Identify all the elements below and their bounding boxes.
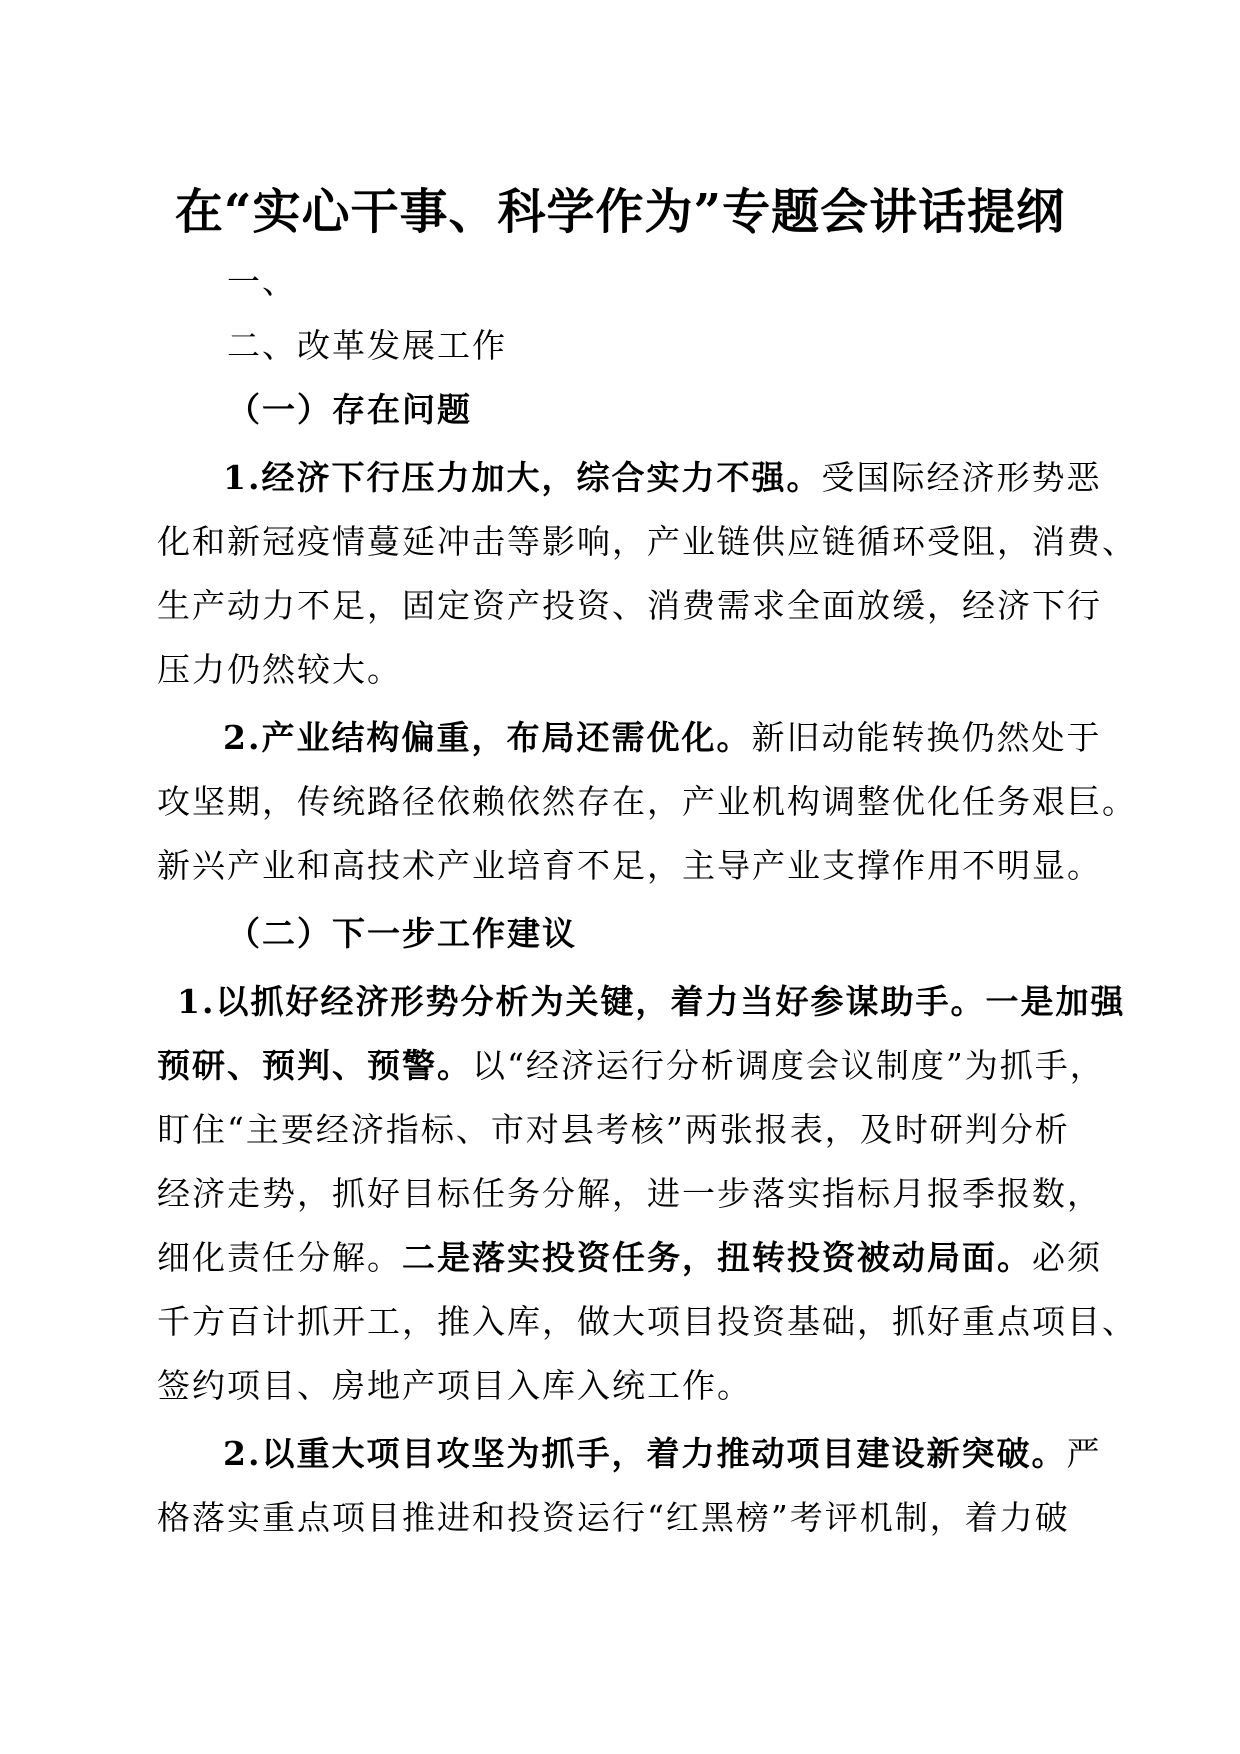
paragraph-4-text: 严 [1066,1434,1102,1473]
paragraph-3-text-5a: 细化责任分解。 [157,1238,402,1277]
paragraph-3-line-6: 千方百计抓开工，推入库，做大项目投资基础，抓好重点项目、 [157,1302,1137,1341]
paragraph-3-line-5 [157,1226,1102,1290]
subsection-heading-problems [157,378,1097,442]
document-title: 在“实心干事、科学作为”专题会讲话提纲 [174,184,1066,240]
section-heading-2: 二、改革发展工作 [227,326,507,365]
paragraph-3-text-5c: 必须 [1032,1238,1102,1277]
paragraph-1-lead: 1.经济下行压力加大，综合实力不强。 [223,458,822,497]
section-heading-1: 一、 [227,262,297,301]
paragraph-4-lead: 2.以重大项目攻坚为抓手，着力推动项目建设新突破。 [223,1434,1067,1473]
paragraph-2-line-3: 新兴产业和高技术产业培育不足，主导产业支撑作用不明显。 [157,846,1102,885]
paragraph-2-lead: 2.产业结构偏重，布局还需优化。 [223,718,752,757]
paragraph-3-line-2 [157,1034,1105,1098]
paragraph-2-line-2: 攻坚期，传统路径依赖依然存在，产业机构调整优化任务艰巨。 [157,782,1137,821]
paragraph-3-line-7: 签约项目、房地产项目入库入统工作。 [157,1366,752,1405]
paragraph-3-line-3: 盯住“主要经济指标、市对县考核”两张报表，及时研判分析 [157,1110,1070,1149]
paragraph-3-lead-2: 预研、预判、预警。 [157,1046,472,1085]
paragraph-3-lead: 1.以抓好经济形势分析为关键，着力当好参谋助手。一是加强 [177,982,1126,1021]
paragraph-3-text-2: 以“经济运行分析调度会议制度”为抓手， [472,1046,1105,1085]
paragraph-4-line-2: 格落实重点项目推进和投资运行“红黑榜”考评机制，着力破 [157,1498,1070,1537]
paragraph-1-line-2: 化和新冠疫情蔓延冲击等影响，产业链供应链循环受阻，消费、 [157,522,1137,561]
document-body [157,250,1137,1550]
paragraph-2-text: 新旧动能转换仍然处于 [751,718,1102,757]
paragraph-2-line-1 [157,706,1102,770]
paragraph-4-line-1 [157,1422,1102,1486]
paragraph-1-line-4: 压力仍然较大。 [157,650,402,689]
paragraph-1-line-3: 生产动力不足，固定资产投资、消费需求全面放缓，经济下行 [157,586,1102,625]
paragraph-3-bold-5b: 二是落实投资任务，扭转投资被动局面。 [402,1238,1032,1277]
subsection-heading-problems-text: （一）存在问题 [227,390,472,429]
paragraph-3-line-4: 经济走势，抓好目标任务分解，进一步落实指标月报季报数， [157,1174,1102,1213]
paragraph-1-text: 受国际经济形势恶 [821,458,1102,497]
paragraph-3-line-1 [157,970,1126,1034]
paragraph-1-line-1 [157,446,1102,510]
subsection-heading-suggestions-text: （二）下一步工作建议 [227,914,577,953]
subsection-heading-suggestions [157,902,1097,966]
